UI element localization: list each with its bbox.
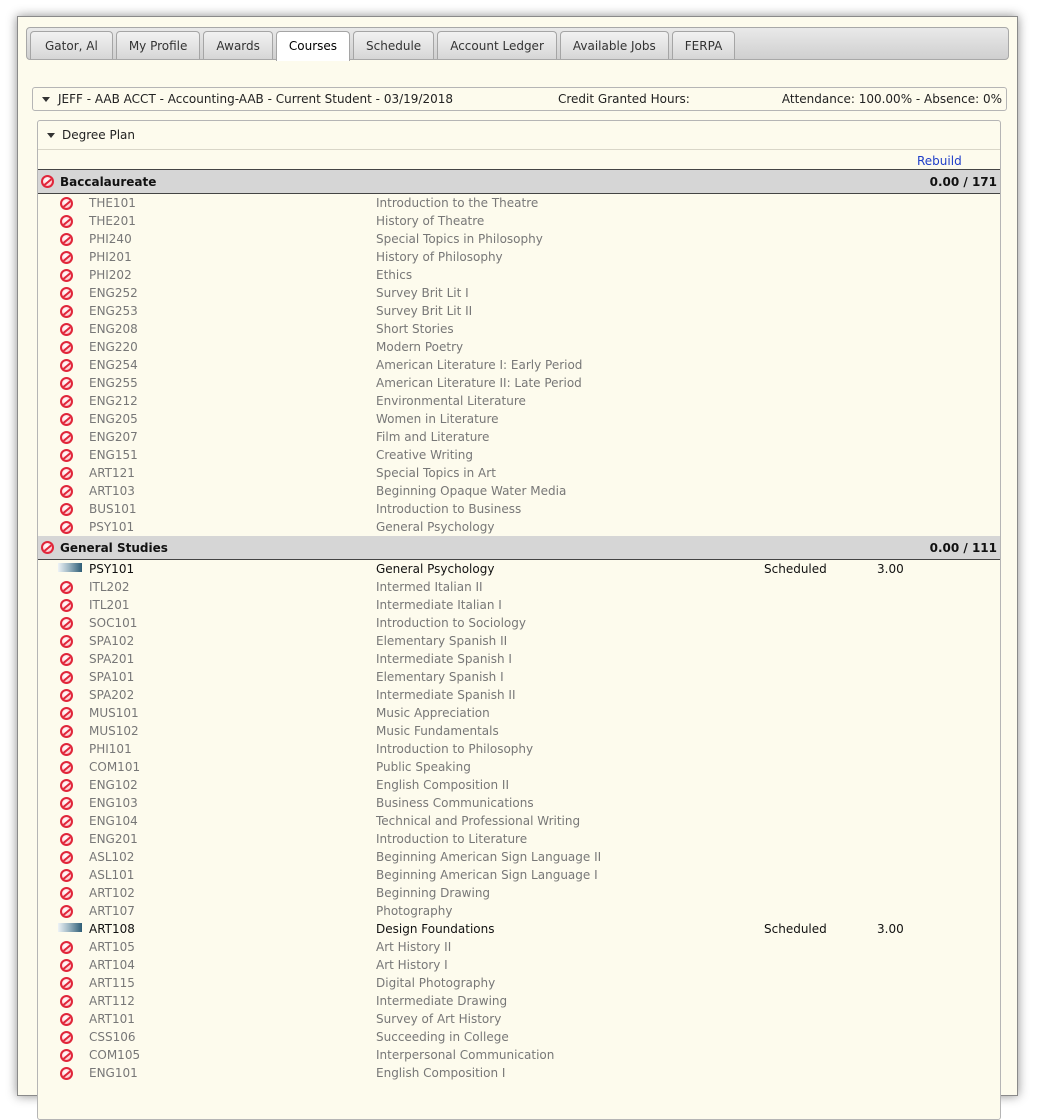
not-met-icon xyxy=(60,1031,73,1044)
course-title: American Literature I: Early Period xyxy=(376,358,583,372)
course-title: Intermediate Spanish II xyxy=(376,688,516,702)
course-title: Introduction to Literature xyxy=(376,832,528,846)
status-icon-cell xyxy=(60,1013,73,1026)
course-row[interactable] xyxy=(38,464,1000,482)
course-status: Scheduled xyxy=(764,922,827,936)
course-code: ENG103 xyxy=(89,796,138,810)
course-title: Digital Photography xyxy=(376,976,496,990)
course-row[interactable] xyxy=(38,776,1000,794)
course-title: General Psychology xyxy=(376,562,495,576)
course-row[interactable] xyxy=(38,1064,1000,1082)
course-code: MUS102 xyxy=(89,724,139,738)
course-code: PHI101 xyxy=(89,742,132,756)
status-icon-cell xyxy=(60,689,73,702)
course-title: Special Topics in Philosophy xyxy=(376,232,543,246)
not-met-icon xyxy=(60,1049,73,1062)
status-icon-cell xyxy=(60,779,73,792)
not-met-icon xyxy=(60,905,73,918)
progress-icon xyxy=(58,563,82,572)
not-met-icon xyxy=(60,413,73,426)
not-met-icon xyxy=(60,707,73,720)
status-icon-cell xyxy=(60,923,82,932)
course-row[interactable] xyxy=(38,374,1000,392)
not-met-icon xyxy=(60,1013,73,1026)
course-code: PSY101 xyxy=(89,520,135,534)
status-icon-cell xyxy=(60,305,73,318)
course-row[interactable] xyxy=(38,1010,1000,1028)
course-title: Beginning Opaque Water Media xyxy=(376,484,567,498)
tab-my-profile[interactable]: My Profile xyxy=(116,31,201,59)
not-met-icon xyxy=(60,395,73,408)
status-icon-cell xyxy=(60,359,73,372)
course-title: Succeeding in College xyxy=(376,1030,509,1044)
course-code: ART103 xyxy=(89,484,135,498)
course-row[interactable] xyxy=(38,194,1000,212)
course-row[interactable] xyxy=(38,758,1000,776)
status-icon-cell xyxy=(60,197,73,210)
course-code: ART107 xyxy=(89,904,135,918)
course-row[interactable] xyxy=(38,578,1000,596)
course-row[interactable] xyxy=(38,338,1000,356)
not-met-icon xyxy=(41,175,54,188)
course-row[interactable] xyxy=(38,938,1000,956)
course-code: SPA101 xyxy=(89,670,135,684)
course-title: Beginning American Sign Language I xyxy=(376,868,598,882)
status-icon-cell xyxy=(60,959,73,972)
status-icon-cell xyxy=(60,869,73,882)
course-hours: 3.00 xyxy=(877,922,904,936)
course-code: ENG212 xyxy=(89,394,138,408)
course-row[interactable] xyxy=(38,500,1000,518)
course-title: Film and Literature xyxy=(376,430,490,444)
course-code: ITL201 xyxy=(89,598,130,612)
course-row[interactable] xyxy=(38,812,1000,830)
course-code: COM101 xyxy=(89,760,141,774)
course-code: ENG104 xyxy=(89,814,138,828)
course-code: ART108 xyxy=(89,922,135,936)
course-code: ASL102 xyxy=(89,850,135,864)
course-row[interactable] xyxy=(38,428,1000,446)
not-met-icon xyxy=(60,215,73,228)
status-icon-cell xyxy=(60,977,73,990)
status-icon-cell xyxy=(60,833,73,846)
section-progress: 0.00 / 171 xyxy=(929,175,997,189)
course-code: ENG254 xyxy=(89,358,138,372)
course-code: ENG208 xyxy=(89,322,138,336)
course-code: ENG255 xyxy=(89,376,138,390)
course-row[interactable] xyxy=(38,248,1000,266)
course-row[interactable] xyxy=(38,668,1000,686)
section-progress: 0.00 / 111 xyxy=(929,541,997,555)
course-title: Beginning American Sign Language II xyxy=(376,850,602,864)
course-title: Music Fundamentals xyxy=(376,724,499,738)
course-code: PHI201 xyxy=(89,250,132,264)
course-title: Environmental Literature xyxy=(376,394,526,408)
course-title: Introduction to the Theatre xyxy=(376,196,539,210)
not-met-icon xyxy=(60,251,73,264)
degree-plan-title: Degree Plan xyxy=(62,128,136,142)
course-title: Intermediate Drawing xyxy=(376,994,508,1008)
section-name: General Studies xyxy=(60,541,168,555)
course-code: SOC101 xyxy=(89,616,138,630)
caret-down-icon[interactable] xyxy=(47,133,55,138)
course-title: Art History I xyxy=(376,958,448,972)
course-title: Elementary Spanish II xyxy=(376,634,508,648)
course-title: American Literature II: Late Period xyxy=(376,376,582,390)
status-icon-cell xyxy=(60,1049,73,1062)
course-title: Elementary Spanish I xyxy=(376,670,504,684)
tab-list xyxy=(30,31,735,61)
not-met-icon xyxy=(60,485,73,498)
course-title: History of Philosophy xyxy=(376,250,503,264)
degree-plan-header[interactable] xyxy=(38,121,1000,150)
course-title: Survey Brit Lit II xyxy=(376,304,473,318)
not-met-icon xyxy=(60,359,73,372)
not-met-icon xyxy=(60,887,73,900)
course-code: ENG207 xyxy=(89,430,138,444)
not-met-icon xyxy=(60,761,73,774)
not-met-icon xyxy=(60,671,73,684)
course-row[interactable] xyxy=(38,686,1000,704)
course-title: Introduction to Sociology xyxy=(376,616,526,630)
course-row[interactable] xyxy=(38,284,1000,302)
course-title: Short Stories xyxy=(376,322,454,336)
course-row[interactable] xyxy=(38,614,1000,632)
status-icon-cell xyxy=(60,725,73,738)
not-met-icon xyxy=(60,581,73,594)
course-title: General Psychology xyxy=(376,520,495,534)
status-icon-cell xyxy=(60,485,73,498)
status-icon-cell xyxy=(60,431,73,444)
status-icon-cell xyxy=(60,377,73,390)
status-icon-cell xyxy=(60,503,73,516)
course-row[interactable] xyxy=(38,650,1000,668)
status-icon-cell xyxy=(60,995,73,1008)
course-row[interactable] xyxy=(38,830,1000,848)
course-code: THE101 xyxy=(89,196,136,210)
status-icon-cell xyxy=(60,1031,73,1044)
course-row[interactable] xyxy=(38,848,1000,866)
status-icon-cell xyxy=(60,251,73,264)
status-icon-cell xyxy=(60,413,73,426)
status-icon-cell xyxy=(60,1067,73,1080)
course-code: ENG205 xyxy=(89,412,138,426)
course-title: Intermediate Spanish I xyxy=(376,652,512,666)
not-met-icon xyxy=(60,977,73,990)
course-code: CSS106 xyxy=(89,1030,136,1044)
course-title: Intermed Italian II xyxy=(376,580,483,594)
course-row[interactable] xyxy=(38,974,1000,992)
not-met-icon xyxy=(60,995,73,1008)
status-icon-cell xyxy=(60,815,73,828)
program-panel-header[interactable] xyxy=(32,87,1007,111)
section-name: Baccalaureate xyxy=(60,175,157,189)
course-code: ENG102 xyxy=(89,778,138,792)
rebuild-link[interactable]: Rebuild xyxy=(917,154,962,168)
not-met-icon xyxy=(60,815,73,828)
course-code: ART115 xyxy=(89,976,135,990)
course-row[interactable] xyxy=(38,902,1000,920)
program-title: JEFF - AAB ACCT - Accounting-AAB - Current Student - 03/19/2018 xyxy=(58,92,453,106)
course-row[interactable] xyxy=(38,992,1000,1010)
not-met-icon xyxy=(60,653,73,666)
course-row[interactable] xyxy=(38,212,1000,230)
not-met-icon xyxy=(60,941,73,954)
tab-bar xyxy=(26,27,1009,60)
course-code: SPA201 xyxy=(89,652,135,666)
course-row[interactable] xyxy=(38,704,1000,722)
tab-account-ledger[interactable]: Account Ledger xyxy=(437,31,557,59)
not-met-icon xyxy=(60,287,73,300)
not-met-icon xyxy=(60,269,73,282)
course-title: Ethics xyxy=(376,268,413,282)
not-met-icon xyxy=(60,725,73,738)
not-met-icon xyxy=(41,541,54,554)
section-header xyxy=(38,170,1000,194)
course-title: Intermediate Italian I xyxy=(376,598,502,612)
course-title: Creative Writing xyxy=(376,448,473,462)
status-icon-cell xyxy=(60,521,73,534)
not-met-icon xyxy=(60,503,73,516)
course-row[interactable] xyxy=(38,410,1000,428)
course-title: Technical and Professional Writing xyxy=(376,814,581,828)
course-code: COM105 xyxy=(89,1048,141,1062)
not-met-icon xyxy=(60,1067,73,1080)
not-met-icon xyxy=(60,341,73,354)
not-met-icon xyxy=(60,323,73,336)
course-code: MUS101 xyxy=(89,706,139,720)
status-icon-cell xyxy=(60,941,73,954)
tab-awards[interactable]: Awards xyxy=(203,31,272,59)
course-code: ART102 xyxy=(89,886,135,900)
course-code: SPA102 xyxy=(89,634,135,648)
degree-plan-list xyxy=(38,170,1000,1082)
status-icon-cell xyxy=(60,269,73,282)
course-code: ART112 xyxy=(89,994,135,1008)
status-icon-cell xyxy=(60,617,73,630)
status-icon-cell xyxy=(60,905,73,918)
credit-granted-hours: Credit Granted Hours: xyxy=(558,92,690,106)
student-window xyxy=(17,16,1018,1096)
not-met-icon xyxy=(60,833,73,846)
not-met-icon xyxy=(60,869,73,882)
course-title: Music Appreciation xyxy=(376,706,490,720)
status-icon-cell xyxy=(60,671,73,684)
progress-icon xyxy=(58,923,82,932)
not-met-icon xyxy=(60,689,73,702)
course-code: ENG101 xyxy=(89,1066,138,1080)
status-icon-cell xyxy=(60,233,73,246)
course-title: Business Communications xyxy=(376,796,534,810)
not-met-icon xyxy=(60,599,73,612)
course-title: Beginning Drawing xyxy=(376,886,491,900)
tab-gator-al[interactable]: Gator, Al xyxy=(30,31,113,59)
status-icon-cell xyxy=(60,653,73,666)
not-met-icon xyxy=(60,521,73,534)
status-icon-cell xyxy=(60,323,73,336)
course-row[interactable] xyxy=(38,866,1000,884)
course-code: ASL101 xyxy=(89,868,135,882)
course-code: PHI240 xyxy=(89,232,132,246)
course-code: ART104 xyxy=(89,958,135,972)
status-icon-cell xyxy=(60,887,73,900)
course-code: PSY101 xyxy=(89,562,135,576)
not-met-icon xyxy=(60,431,73,444)
course-code: PHI202 xyxy=(89,268,132,282)
tab-ferpa[interactable]: FERPA xyxy=(672,31,736,59)
attendance-summary: Attendance: 100.00% - Absence: 0% xyxy=(781,92,1002,106)
course-title: Women in Literature xyxy=(376,412,499,426)
course-code: ENG220 xyxy=(89,340,138,354)
not-met-icon xyxy=(60,797,73,810)
tab-courses[interactable]: Courses xyxy=(276,31,350,61)
status-icon-cell xyxy=(60,581,73,594)
course-code: ENG151 xyxy=(89,448,138,462)
not-met-icon xyxy=(60,233,73,246)
course-row[interactable] xyxy=(38,446,1000,464)
not-met-icon xyxy=(60,377,73,390)
status-icon-cell xyxy=(60,341,73,354)
not-met-icon xyxy=(60,779,73,792)
course-row[interactable] xyxy=(38,794,1000,812)
status-icon-cell xyxy=(60,467,73,480)
course-title: Design Foundations xyxy=(376,922,495,936)
course-row[interactable] xyxy=(38,356,1000,374)
not-met-icon xyxy=(60,743,73,756)
not-met-icon xyxy=(60,635,73,648)
course-row[interactable] xyxy=(38,596,1000,614)
course-status: Scheduled xyxy=(764,562,827,576)
status-icon-cell xyxy=(60,743,73,756)
course-row[interactable] xyxy=(38,956,1000,974)
not-met-icon xyxy=(60,617,73,630)
status-icon-cell xyxy=(60,635,73,648)
course-row[interactable] xyxy=(38,482,1000,500)
tab-available-jobs[interactable]: Available Jobs xyxy=(560,31,669,59)
status-icon-cell xyxy=(60,707,73,720)
status-icon-cell xyxy=(60,761,73,774)
course-code: ART121 xyxy=(89,466,135,480)
course-title: Survey Brit Lit I xyxy=(376,286,469,300)
status-icon-cell xyxy=(60,851,73,864)
course-title: Introduction to Philosophy xyxy=(376,742,534,756)
not-met-icon xyxy=(60,959,73,972)
course-code: ART101 xyxy=(89,1012,135,1026)
course-title: Modern Poetry xyxy=(376,340,464,354)
course-code: SPA202 xyxy=(89,688,135,702)
course-title: English Composition II xyxy=(376,778,509,792)
course-row[interactable] xyxy=(38,632,1000,650)
course-code: ENG252 xyxy=(89,286,138,300)
section-header xyxy=(38,536,1000,560)
status-icon-cell xyxy=(60,215,73,228)
course-code: BUS101 xyxy=(89,502,137,516)
tab-schedule[interactable]: Schedule xyxy=(353,31,434,59)
status-icon-cell xyxy=(60,395,73,408)
course-title: Art History II xyxy=(376,940,452,954)
course-title: English Composition I xyxy=(376,1066,506,1080)
status-icon-cell xyxy=(60,599,73,612)
caret-down-icon[interactable] xyxy=(42,97,50,102)
course-title: History of Theatre xyxy=(376,214,485,228)
course-code: ENG253 xyxy=(89,304,138,318)
degree-plan-panel xyxy=(37,120,1001,1120)
status-icon-cell xyxy=(60,563,82,572)
course-title: Interpersonal Communication xyxy=(376,1048,555,1062)
not-met-icon xyxy=(60,851,73,864)
course-row[interactable] xyxy=(38,1046,1000,1064)
course-title: Photography xyxy=(376,904,453,918)
course-title: Introduction to Business xyxy=(376,502,522,516)
course-hours: 3.00 xyxy=(877,562,904,576)
course-row[interactable] xyxy=(38,1028,1000,1046)
course-code: THE201 xyxy=(89,214,136,228)
course-row[interactable] xyxy=(38,230,1000,248)
not-met-icon xyxy=(60,197,73,210)
course-title: Survey of Art History xyxy=(376,1012,502,1026)
course-row[interactable] xyxy=(38,722,1000,740)
course-code: ART105 xyxy=(89,940,135,954)
status-icon-cell xyxy=(60,797,73,810)
course-row[interactable] xyxy=(38,740,1000,758)
course-row[interactable] xyxy=(38,920,1000,938)
not-met-icon xyxy=(60,449,73,462)
course-code: ENG201 xyxy=(89,832,138,846)
course-row[interactable] xyxy=(38,884,1000,902)
course-row[interactable] xyxy=(38,560,1000,578)
course-row[interactable] xyxy=(38,302,1000,320)
course-code: ITL202 xyxy=(89,580,130,594)
course-row[interactable] xyxy=(38,320,1000,338)
not-met-icon xyxy=(60,467,73,480)
course-row[interactable] xyxy=(38,392,1000,410)
status-icon-cell xyxy=(60,287,73,300)
status-icon-cell xyxy=(60,449,73,462)
not-met-icon xyxy=(60,305,73,318)
course-row[interactable] xyxy=(38,518,1000,536)
course-title: Public Speaking xyxy=(376,760,471,774)
course-title: Special Topics in Art xyxy=(376,466,496,480)
course-row[interactable] xyxy=(38,266,1000,284)
